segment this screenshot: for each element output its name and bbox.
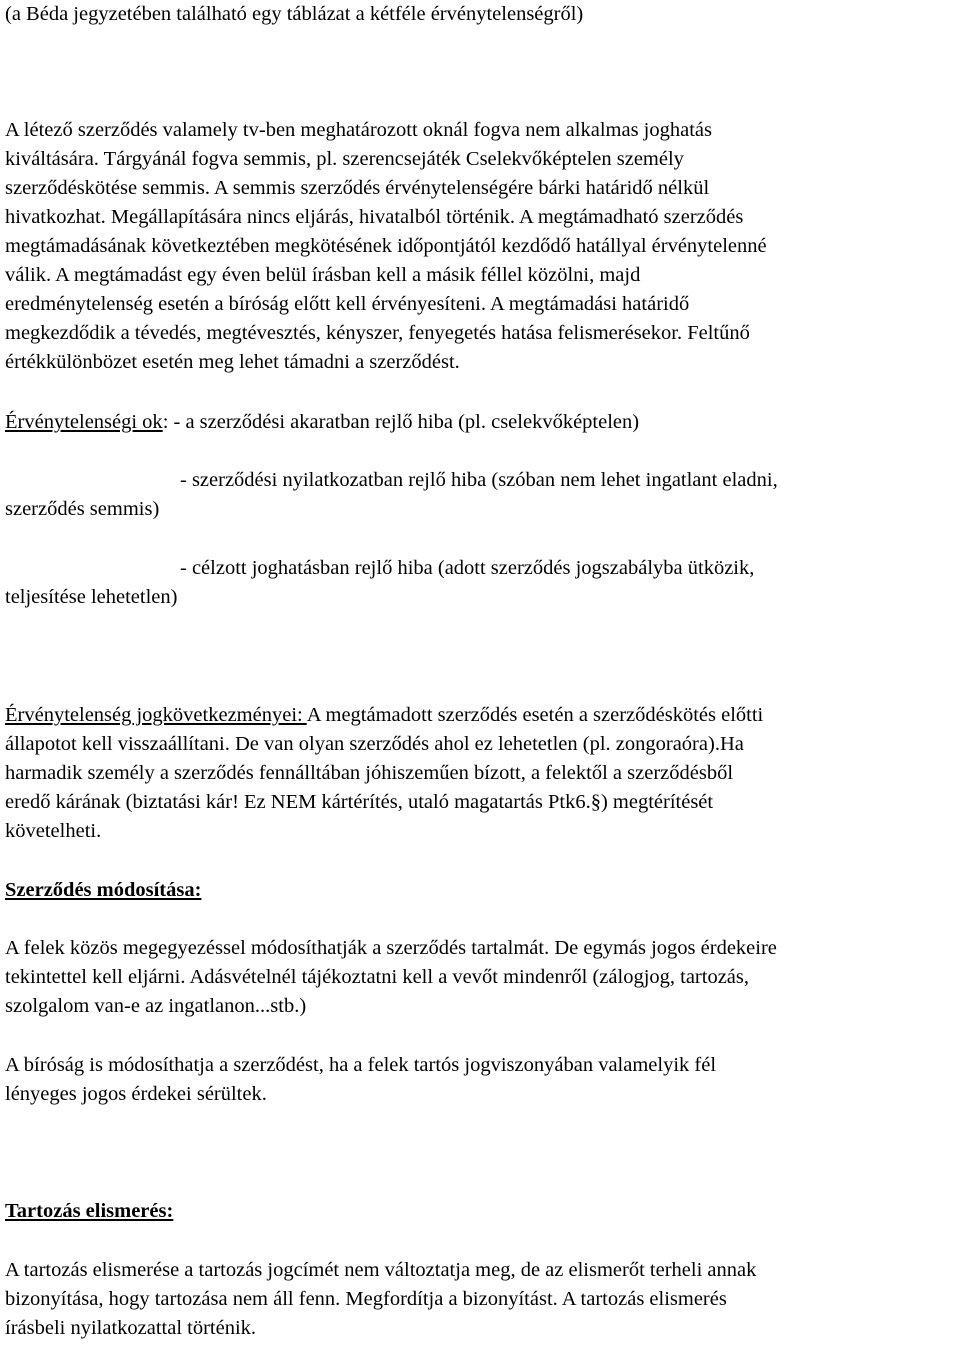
text-line xyxy=(5,705,763,726)
text-line: írásbeli nyilatkozattal történik. xyxy=(5,1317,257,1339)
text-span: : - a szerződési akaratban rejlő hiba (pl. cselekvőképtelen) xyxy=(162,411,640,433)
text-line: eredő kárának (biztatási kár! Ez NEM kártérítés, utaló magatartás Ptk6.§) megtérítését xyxy=(5,791,714,813)
text-line: teljesítése lehetetlen) xyxy=(5,586,178,608)
text-line: követelheti. xyxy=(5,820,102,842)
text-line: állapotot kell visszaállítani. De van olyan szerződés ahol ez lehetetlen (pl. zongoraóra).Ha xyxy=(5,733,744,755)
text-line: értékkülönbözet esetén meg lehet támadni a szerződést. xyxy=(5,351,460,373)
text-line: szolgalom van-e az ingatlanon...stb.) xyxy=(5,995,307,1017)
text-line: bizonyítása, hogy tartozása nem áll fenn. Megfordítja a bizonyítást. A tartozás elismerés xyxy=(5,1288,727,1310)
note-line: (a Béda jegyzetében található egy táblázat a kétféle érvénytelenségről) xyxy=(5,3,584,25)
text-span: A megtámadott szerződés esetén a szerződéskötés előtti xyxy=(306,704,764,726)
section-heading: Érvénytelenség jogkövetkezményei: xyxy=(5,704,307,726)
section-heading: Érvénytelenségi ok xyxy=(5,411,163,433)
text-line: megkezdődik a tévedés, megtévesztés, kényszer, fenyegetés hatása felismerésekor. Feltűnő xyxy=(5,322,750,344)
text-line: tekintettel kell eljárni. Adásvételnél tájékoztatni kell a vevőt mindenről (zálogjog, tartozás, xyxy=(5,966,750,988)
text-line: A bíróság is módosíthatja a szerződést, ha a felek tartós jogviszonyában valamelyik fél xyxy=(5,1054,717,1076)
text-line xyxy=(5,412,639,433)
text-line: A létező szerződés valamely tv-ben meghatározott oknál fogva nem alkalmas joghatás xyxy=(5,119,712,141)
list-item: - szerződési nyilatkozatban rejlő hiba (szóban nem lehet ingatlant eladni, xyxy=(180,469,778,491)
text-line: megtámadásának következtében megkötésének időpontjától kezdődő hatállyal érvénytelenné xyxy=(5,235,767,257)
text-line: válik. A megtámadást egy éven belül írásban kell a másik féllel közölni, majd xyxy=(5,264,641,286)
list-item: - célzott joghatásban rejlő hiba (adott szerződés jogszabályba ütközik, xyxy=(180,557,755,579)
text-line: A felek közös megegyezéssel módosíthatják a szerződés tartalmát. De egymás jogos érdekeire xyxy=(5,937,777,959)
text-line: lényeges jogos érdekei sérültek. xyxy=(5,1083,267,1105)
text-line: szerződés semmis) xyxy=(5,498,160,520)
section-heading: Szerződés módosítása: xyxy=(5,879,202,901)
text-line: hivatkozhat. Megállapítására nincs eljárás, hivatalból történik. A megtámadható szerződés xyxy=(5,206,744,228)
text-line: kiváltására. Tárgyánál fogva semmis, pl. szerencsejáték Cselekvőképtelen személy xyxy=(5,148,684,170)
text-line: harmadik személy a szerződés fennálltában jóhiszeműen bízott, a felektől a szerződésből xyxy=(5,762,734,784)
text-line: A tartozás elismerése a tartozás jogcímét nem változtatja meg, de az elismerőt terheli annak xyxy=(5,1259,757,1281)
section-heading: Tartozás elismerés: xyxy=(5,1200,174,1222)
text-line: eredménytelenség esetén a bíróság előtt kell érvényesíteni. A megtámadási határidő xyxy=(5,293,690,315)
text-line: szerződéskötése semmis. A semmis szerződés érvénytelenségére bárki határidő nélkül xyxy=(5,177,710,199)
